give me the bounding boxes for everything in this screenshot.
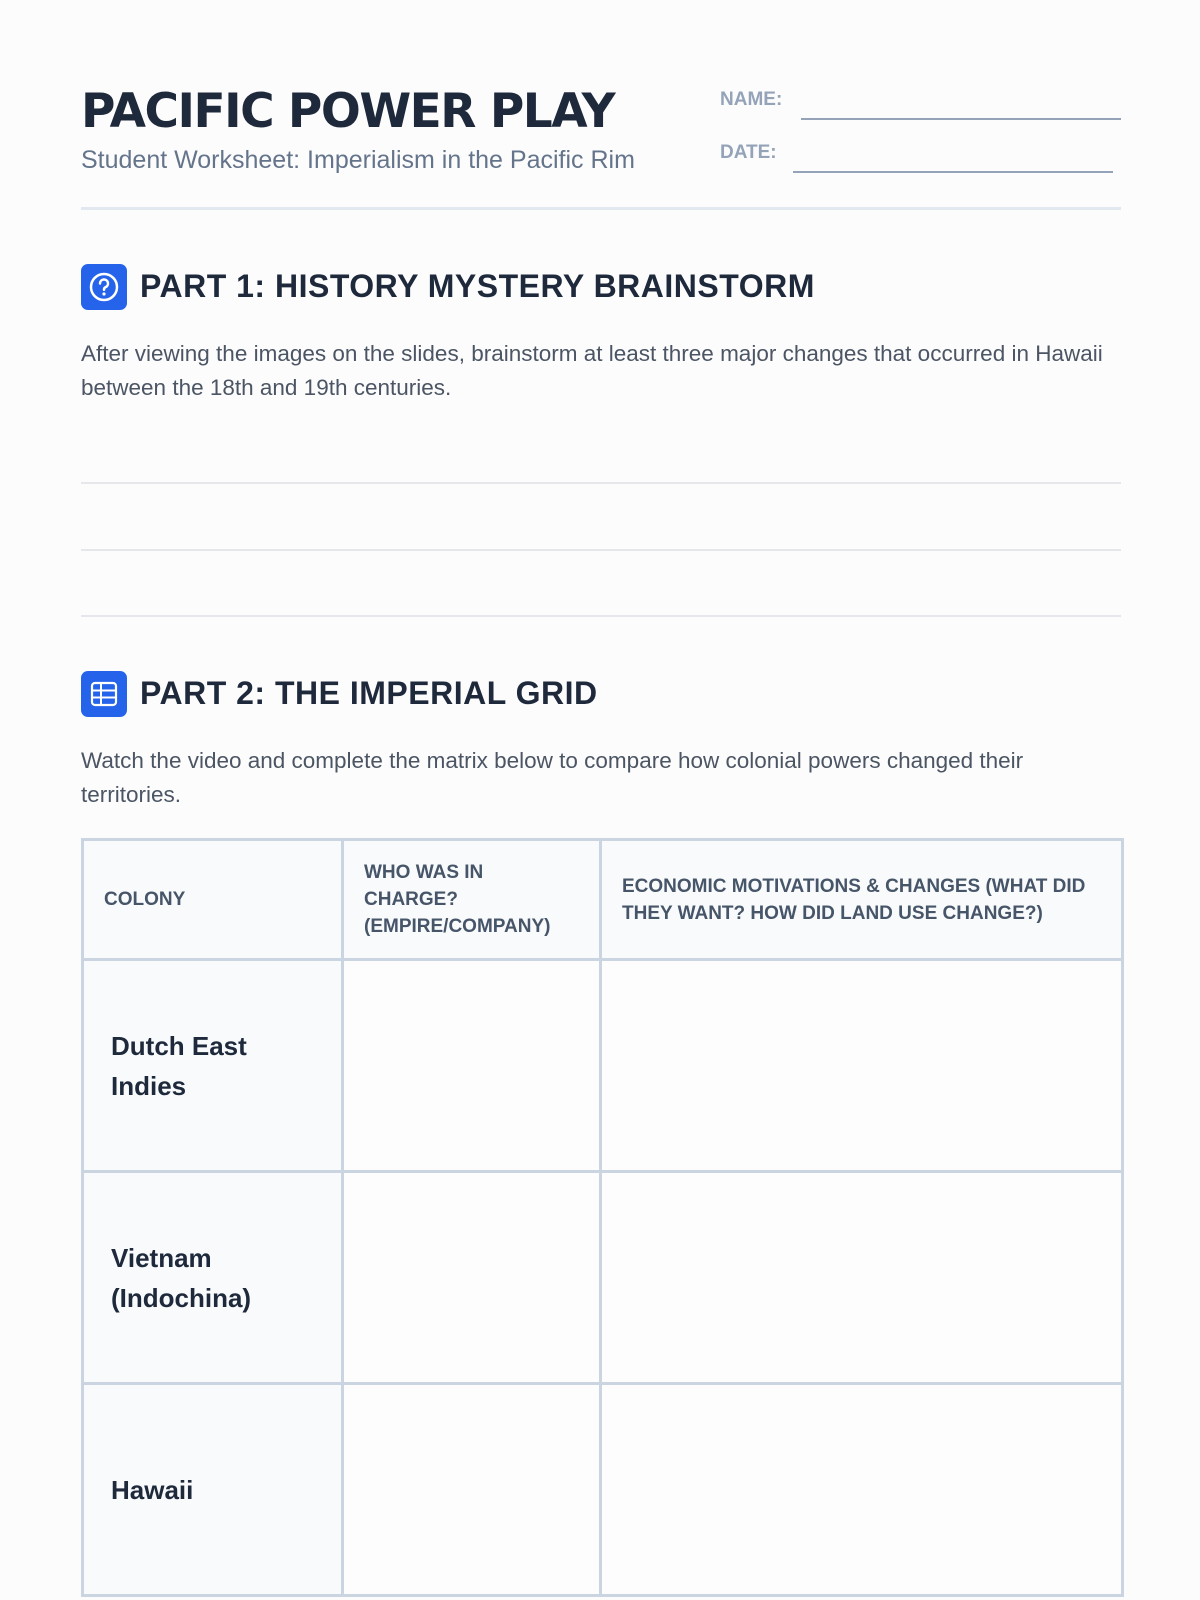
- page-subtitle: Student Worksheet: Imperialism in the Pacific Rim: [81, 146, 635, 174]
- economic-answer-cell[interactable]: [601, 1172, 1123, 1384]
- part2-title: PART 2: THE IMPERIAL GRID: [140, 675, 598, 711]
- table-grid-icon: [81, 671, 127, 717]
- column-header-colony: COLONY: [83, 840, 343, 960]
- part1-description: After viewing the images on the slides, brainstorm at least three major changes that occurred in Hawaii between the 18th and 19th centuries.: [81, 341, 1103, 400]
- date-label: DATE:: [720, 142, 777, 163]
- table-row: [83, 960, 1123, 1172]
- in-charge-answer-cell[interactable]: [343, 960, 601, 1172]
- part2-description: Watch the video and complete the matrix below to compare how colonial powers changed their territories.: [81, 748, 1024, 807]
- colony-cell: Dutch East Indies: [83, 960, 343, 1172]
- date-field[interactable]: [793, 171, 1113, 173]
- name-label: NAME:: [720, 89, 783, 110]
- imperial-grid-table: [81, 838, 1124, 1597]
- name-field[interactable]: [801, 118, 1121, 120]
- economic-answer-cell[interactable]: [601, 960, 1123, 1172]
- part1-title: PART 1: HISTORY MYSTERY BRAINSTORM: [140, 268, 815, 304]
- answer-line[interactable]: [81, 549, 1121, 551]
- table-header-row: [83, 840, 1123, 960]
- column-header-in-charge: WHO WAS IN CHARGE? (EMPIRE/COMPANY): [343, 840, 601, 960]
- colony-cell: Vietnam (Indochina): [83, 1172, 343, 1384]
- table-row: [83, 1384, 1123, 1596]
- in-charge-answer-cell[interactable]: [343, 1384, 601, 1596]
- answer-line[interactable]: [81, 482, 1121, 484]
- colony-cell: Hawaii: [83, 1384, 343, 1596]
- economic-answer-cell[interactable]: [601, 1384, 1123, 1596]
- table-row: [83, 1172, 1123, 1384]
- column-header-economic: ECONOMIC MOTIVATIONS & CHANGES (WHAT DID THEY WANT? HOW DID LAND USE CHANGE?): [601, 840, 1123, 960]
- answer-line[interactable]: [81, 615, 1121, 617]
- page-title: PACIFIC POWER PLAY: [81, 84, 615, 139]
- question-circle-icon: [81, 264, 127, 310]
- header-divider: [81, 207, 1121, 210]
- in-charge-answer-cell[interactable]: [343, 1172, 601, 1384]
